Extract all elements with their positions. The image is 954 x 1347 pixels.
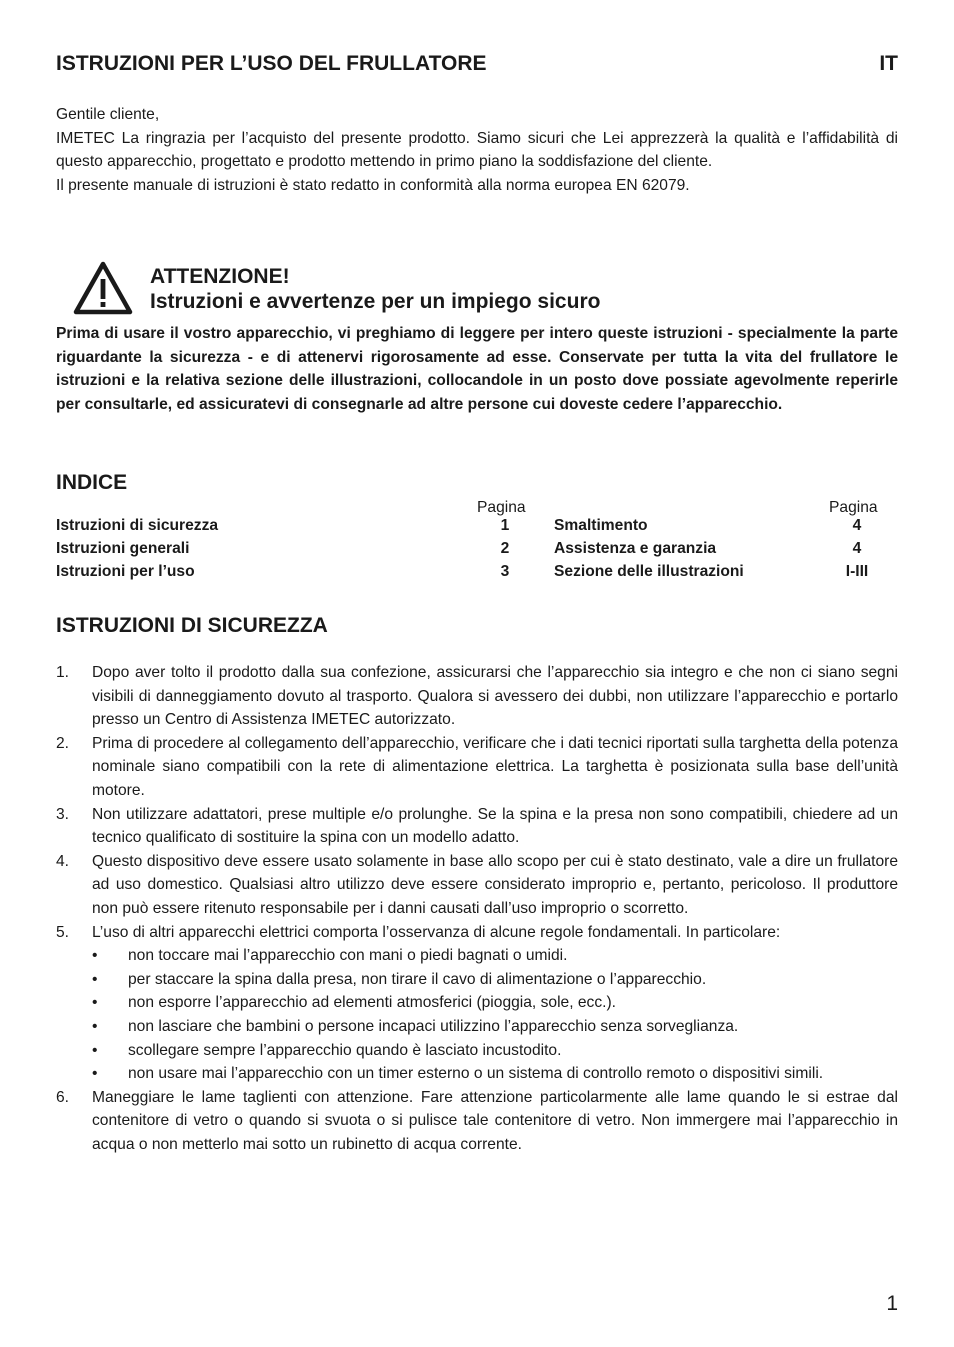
index-entry-page: I-III	[845, 563, 869, 580]
item-number: 6.	[56, 1088, 70, 1106]
page-header	[56, 52, 898, 76]
sub-list-item	[92, 1062, 898, 1086]
item-text: Prima di procedere al collegamento dell’apparecchio, verificare che i dati tecnici riportati sulla targhetta della potenza nominale siano compatibili con la rete di alimentazione elettrica. La targhetta è posizionata sulla base dell’unità motore.	[92, 734, 898, 799]
index-entry-label: Smaltimento	[554, 517, 648, 534]
index-entry-label: Sezione delle illustrazioni	[554, 563, 744, 580]
index-entry-label: Istruzioni per l’uso	[56, 563, 195, 580]
bullet: •	[92, 970, 98, 988]
index-entry-label: Istruzioni generali	[56, 540, 190, 557]
bullet: •	[92, 947, 98, 965]
sub-item-text: non usare mai l’apparecchio con un timer esterno o un sistema di controllo remoto o dispositivi simili.	[128, 1065, 824, 1083]
sub-list-item	[92, 944, 898, 968]
item-number: 3.	[56, 805, 70, 823]
warning-triangle-icon	[72, 260, 134, 316]
warning-subtitle: Istruzioni e avvertenze per un impiego sicuro	[150, 290, 601, 313]
bullet: •	[92, 1065, 98, 1083]
sub-item-text: scollegare sempre l’apparecchio quando è lasciato incustodito.	[128, 1041, 562, 1059]
item-number: 1.	[56, 664, 70, 681]
index-entry-page: 3	[500, 563, 510, 580]
item-text: Questo dispositivo deve essere usato solamente in base allo scopo per cui è stato destinato, vale a dire un frullatore ad uso domestico. Qualsiasi altro utilizzo deve essere considerato improprio e, pertanto, pericoloso. Il produttore non può essere ritenuto responsabile per i danni causati dall’uso improprio o scorretto.	[92, 852, 898, 917]
bullet: •	[92, 1041, 98, 1059]
sub-list	[92, 944, 898, 1086]
warning-title: ATTENZIONE!	[150, 265, 290, 288]
index-entry-label: Assistenza e garanzia	[554, 540, 717, 557]
page-title: ISTRUZIONI PER L’USO DEL FRULLATORE	[56, 52, 487, 75]
item-text: Maneggiare le lame taglienti con attenzione. Fare attenzione particolarmente alle lame quando le si estrae dal contenitore di vetro o quando si svuota o si pulisce tale contenitore di vetro. Non immergere mai l’apparecchio in acqua o non metterlo mai sotto un rubinetto di acqua corrente.	[92, 1088, 898, 1153]
index-entry-page: 2	[500, 540, 510, 557]
item-number: 5.	[56, 923, 70, 941]
sub-list-item	[92, 968, 898, 992]
sub-list-item	[92, 1015, 898, 1039]
index-entry-page: 1	[500, 517, 510, 534]
index-entry-page: 4	[852, 517, 862, 534]
greeting: Gentile cliente,	[56, 106, 160, 123]
index-page-label-left: Pagina	[477, 499, 526, 516]
list-item	[56, 661, 898, 732]
sub-item-text: non toccare mai l’apparecchio con mani o piedi bagnati o umidi.	[128, 947, 568, 965]
bullet: •	[92, 994, 98, 1012]
list-item	[56, 803, 898, 850]
list-item	[56, 732, 898, 803]
list-item	[56, 850, 898, 921]
page-number: 1	[886, 1292, 898, 1315]
item-text: Non utilizzare adattatori, prese multiple e/o prolunghe. Se la spina e la presa non sono compatibili, chiedere ad un tecnico qualificato di sostituire la spina con un modello adatto.	[92, 805, 898, 847]
language-code: IT	[879, 52, 898, 75]
item-text: L’uso di altri apparecchi elettrici comporta l’osservanza di alcune regole fondamentali. In particolare:	[92, 923, 781, 941]
index-heading: INDICE	[56, 471, 128, 494]
sub-list-item	[92, 991, 898, 1015]
list-item	[56, 921, 898, 1086]
sub-item-text: non lasciare che bambini o persone incapaci utilizzino l’apparecchio senza sorveglianza.	[128, 1017, 739, 1035]
list-item	[56, 1086, 898, 1157]
item-text: Dopo aver tolto il prodotto dalla sua confezione, assicurarsi che l’apparecchio sia integro e che non ci siano segni visibili di danneggiamento dovuto al trasporto. Qualora si avessero dei dubbi, non utilizzare l’apparecchio e portarlo presso un Centro di Assistenza IMETEC autorizzato.	[92, 664, 898, 729]
safety-heading: ISTRUZIONI DI SICUREZZA	[56, 614, 328, 637]
safety-list	[56, 661, 898, 1156]
item-number: 2.	[56, 734, 70, 752]
sub-list-item	[92, 1039, 898, 1063]
norm-statement: Il presente manuale di istruzioni è stato redatto in conformità alla norma europea EN 62079.	[56, 176, 690, 194]
item-number: 4.	[56, 852, 70, 870]
sub-item-text: non esporre l’apparecchio ad elementi atmosferici (pioggia, sole, ecc.).	[128, 994, 616, 1012]
warning-title-block	[150, 264, 600, 314]
index-entry-label: Istruzioni di sicurezza	[56, 517, 219, 534]
bullet: •	[92, 1017, 98, 1035]
warning-body: Prima di usare il vostro apparecchio, vi preghiamo di leggere per intero queste istruzioni - specialmente la parte riguardante la sicurezza - e di attenervi rigorosamente ad esse. Conservate per tutta la vita del frullatore le istruzioni e la relativa sezione delle illustrazioni, collocandole in un posto dove possiate agevolmente reperirle per consultarle, ed assicuratevi di consegnarle ad altre persone cui doveste cedere l’apparecchio.	[56, 325, 898, 413]
index-page-label-right: Pagina	[829, 499, 878, 516]
index-entry-page: 4	[852, 540, 862, 557]
intro-section	[56, 103, 898, 197]
sub-item-text: per staccare la spina dalla presa, non tirare il cavo di alimentazione o l’apparecchio.	[128, 970, 707, 988]
intro-paragraph: IMETEC La ringrazia per l’acquisto del presente prodotto. Siamo sicuri che Lei apprezzerà la qualità e l’affidabilità di questo apparecchio, progettato e prodotto mettendo in primo piano la soddisfazione del cliente.	[56, 129, 898, 171]
